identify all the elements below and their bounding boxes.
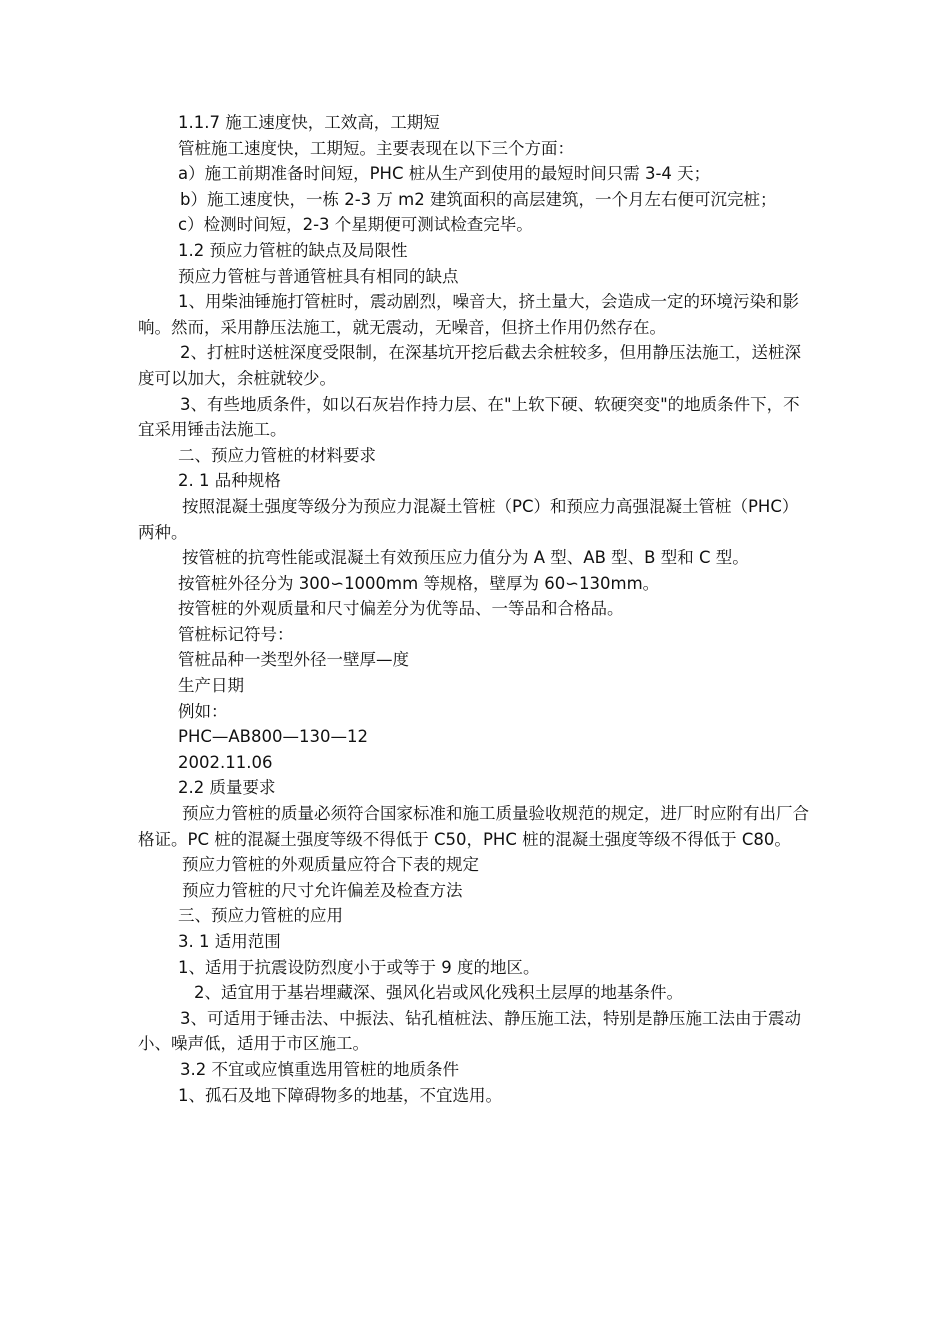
paragraph: 例如： bbox=[178, 701, 228, 721]
paragraph: PHC—AB800—130—12 bbox=[178, 727, 368, 747]
paragraph: 按管桩外径分为 300∽1000mm 等规格，壁厚为 60∽130mm。 bbox=[178, 573, 660, 593]
section-heading: 3.2 不宜或应慎重选用管桩的地质条件 bbox=[180, 1059, 459, 1079]
paragraph: 1.1.7 施工速度快，工效高，工期短 bbox=[178, 113, 440, 132]
paragraph: 2、适宜用于基岩埋藏深、强风化岩或风化残积土层厚的地基条件。 bbox=[194, 983, 683, 1003]
paragraph: 按照混凝土强度等级分为预应力混凝土管桩（PC）和预应力高强混凝土管桩（PHC）两种。 bbox=[138, 496, 799, 542]
section-heading: 2.2 质量要求 bbox=[178, 778, 276, 798]
paragraph: 3、有些地质条件，如以石灰岩作持力层、在"上软下硬、软硬突变"的地质条件下，不宜采用锤击法施工。 bbox=[138, 394, 800, 440]
paragraph: 预应力管桩的质量必须符合国家标准和施工质量验收规范的规定，进厂时应附有出厂合格证。PC 桩的混凝土强度等级不得低于 C50，PHC 桩的混凝土强度等级不得低于 C80。 bbox=[138, 804, 809, 849]
paragraph: c）检测时间短，2-3 个星期便可测试检查完毕。 bbox=[178, 215, 533, 235]
section-heading: 二、预应力管桩的材料要求 bbox=[178, 445, 376, 465]
paragraph: 预应力管桩的尺寸允许偏差及检查方法 bbox=[182, 880, 463, 900]
paragraph: 生产日期 bbox=[178, 676, 244, 696]
document-body bbox=[138, 110, 814, 1108]
paragraph: 1、适用于抗震设防烈度小于或等于 9 度的地区。 bbox=[178, 957, 540, 977]
paragraph: 2、打桩时送桩深度受限制，在深基坑开挖后截去余桩较多，但用静压法施工，送桩深度可以加大，余桩就较少。 bbox=[138, 343, 801, 388]
paragraph: 预应力管桩的外观质量应符合下表的规定 bbox=[182, 855, 479, 875]
paragraph: 管桩标记符号： bbox=[178, 624, 294, 644]
section-heading: 三、预应力管桩的应用 bbox=[178, 906, 343, 926]
paragraph: 按管桩的外观质量和尺寸偏差分为优等品、一等品和合格品。 bbox=[178, 599, 624, 619]
paragraph: 1、孤石及地下障碍物多的地基，不宜选用。 bbox=[178, 1085, 502, 1105]
paragraph: 3、可适用于锤击法、中振法、钻孔植桩法、静压施工法，特别是静压施工法由于震动小、噪声低，适用于市区施工。 bbox=[138, 1008, 801, 1054]
section-heading: 3. 1 适用范围 bbox=[178, 932, 281, 951]
paragraph: b）施工速度快，一栋 2-3 万 m2 建筑面积的高层建筑，一个月左右便可沉完桩； bbox=[180, 189, 777, 209]
paragraph: 按管桩的抗弯性能或混凝土有效预压应力值分为 A 型、AB 型、B 型和 C 型。 bbox=[182, 548, 749, 568]
paragraph: 管桩品种一类型外径一壁厚—度 bbox=[178, 650, 409, 670]
section-heading: 2. 1 品种规格 bbox=[178, 471, 281, 491]
paragraph: a）施工前期准备时间短，PHC 桩从生产到使用的最短时间只需 3-4 天； bbox=[178, 164, 711, 184]
section-heading: 1.2 预应力管桩的缺点及局限性 bbox=[178, 240, 408, 260]
paragraph: 预应力管桩与普通管桩具有相同的缺点 bbox=[178, 266, 459, 286]
paragraph: 管桩施工速度快，工期短。主要表现在以下三个方面： bbox=[178, 138, 574, 158]
paragraph: 2002.11.06 bbox=[178, 752, 273, 772]
paragraph: 1、用柴油锤施打管桩时，震动剧烈，噪音大，挤土量大，会造成一定的环境污染和影响。然而，采用静压法施工，就无震动，无噪音，但挤土作用仍然存在。 bbox=[138, 292, 799, 337]
